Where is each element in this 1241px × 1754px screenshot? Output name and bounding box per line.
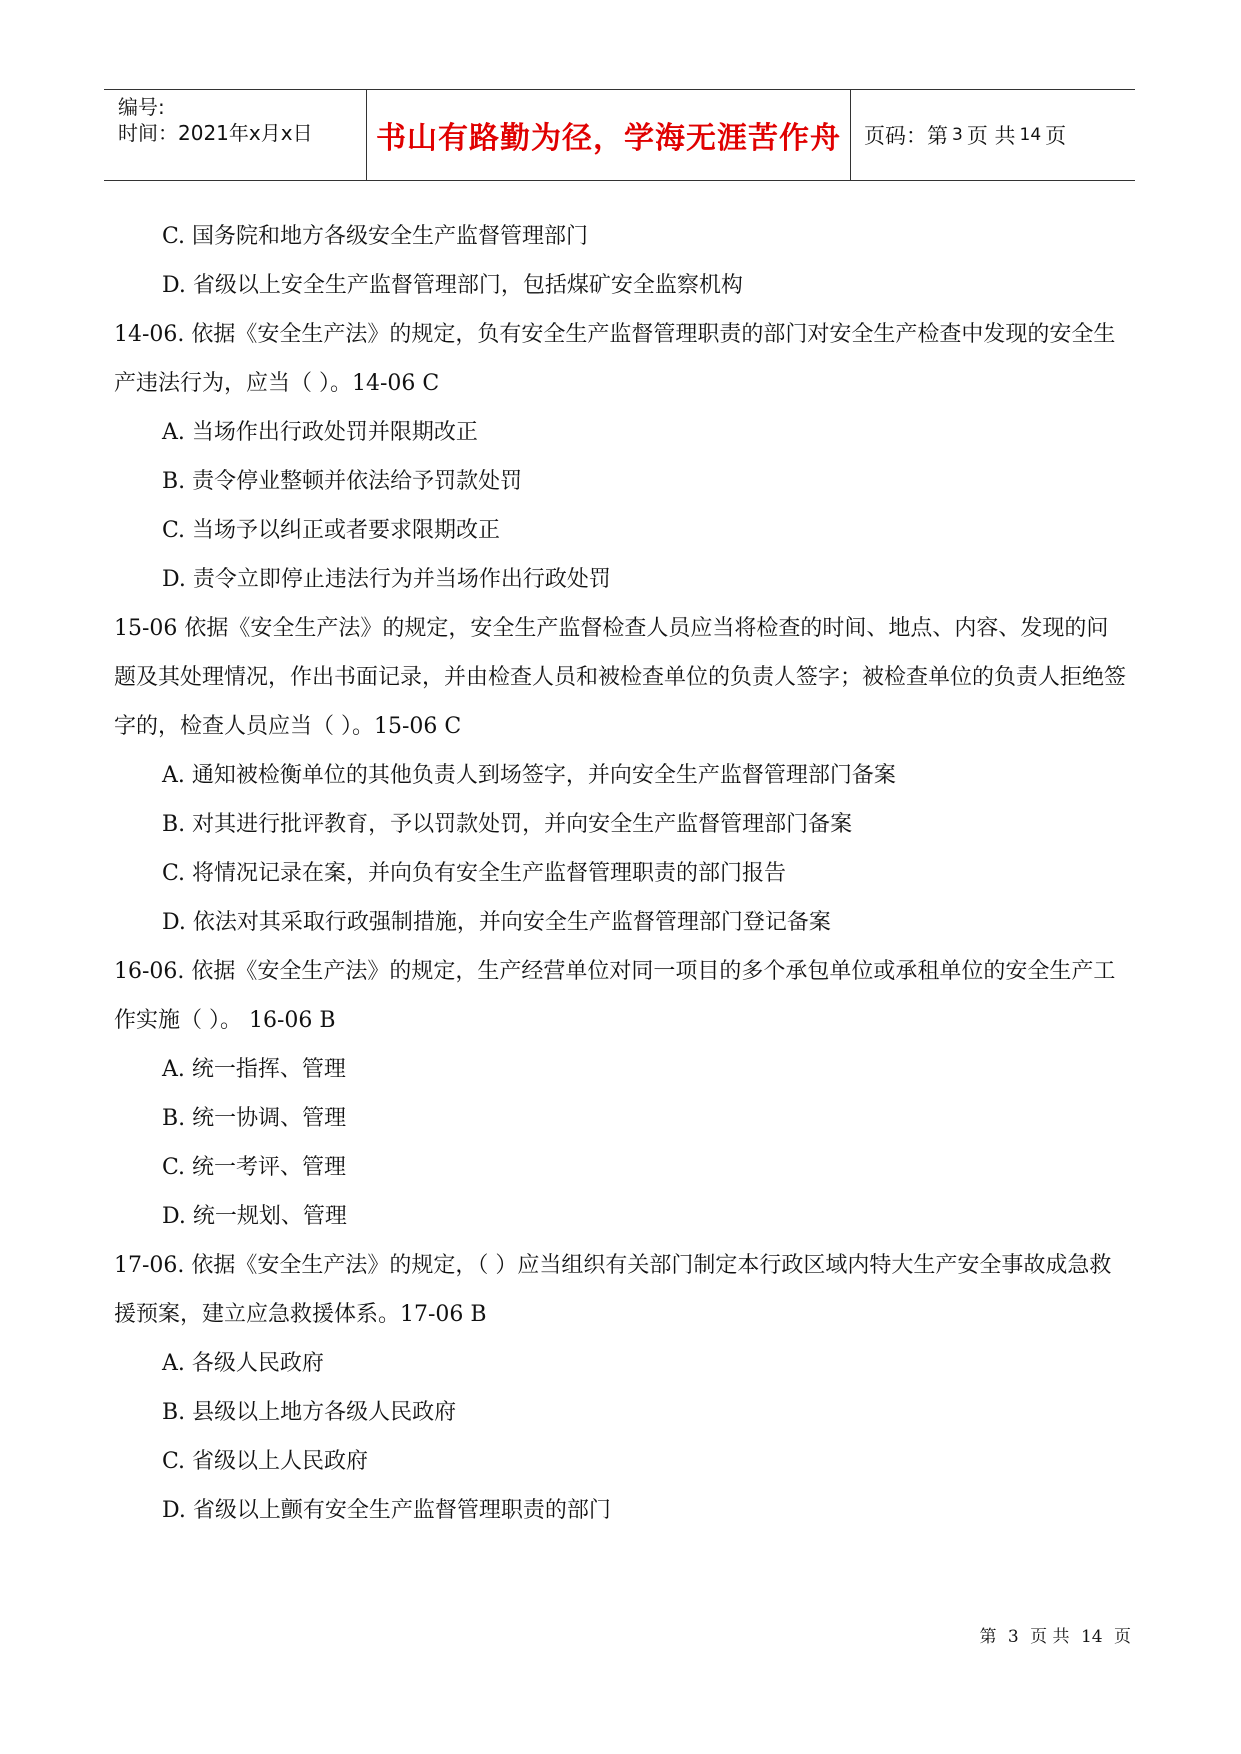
- header-page-indicator: [851, 90, 1135, 180]
- header-page-prefix: 页码：第: [864, 124, 948, 148]
- header-page-total: 14: [1019, 125, 1042, 145]
- answer-option: A. 各级人民政府: [162, 1351, 324, 1376]
- header-meta: [104, 90, 367, 180]
- document-number-label: 编号:: [118, 95, 165, 119]
- answer-option: C. 将情况记录在案，并向负有安全生产监督管理职责的部门报告: [162, 861, 787, 886]
- answer-option: C. 国务院和地方各级安全生产监督管理部门: [162, 224, 589, 249]
- answer-option: D. 省级以上安全生产监督管理部门，包括煤矿安全监察机构: [162, 273, 743, 298]
- question-text: 16-06. 依据《安全生产法》的规定，生产经营单位对同一项目的多个承包单位或承租单位的安全生产工作实施（ ）。 16-06 B: [114, 959, 1116, 1033]
- header-motto-cell: [367, 90, 851, 180]
- footer-page-total: 14: [1080, 1627, 1103, 1647]
- answer-option: B. 统一协调、管理: [162, 1106, 347, 1131]
- question-text: 15-06 依据《安全生产法》的规定，安全生产监督检查人员应当将检查的时间、地点、内容、发现的问题及其处理情况，作出书面记录，并由检查人员和被检查单位的负责人签字；被检查单位的负责人拒绝签字的，检查人员应当（ ）。15-06 C: [114, 616, 1127, 739]
- answer-option: A. 通知被检衡单位的其他负责人到场签字，并向安全生产监督管理部门备案: [162, 763, 896, 788]
- footer-prefix: 第: [979, 1627, 997, 1647]
- answer-option: D. 省级以上颤有安全生产监督管理职责的部门: [162, 1498, 611, 1523]
- document-time-label: 时间：2021年x月x日: [118, 121, 313, 145]
- answer-option: C. 统一考评、管理: [162, 1155, 347, 1180]
- header-page-mid: 页 共: [966, 124, 1016, 148]
- footer-page-number: 3: [1007, 1627, 1019, 1647]
- header-motto: 书山有路勤为径，学海无涯苦作舟: [376, 121, 841, 156]
- answer-option: A. 当场作出行政处罚并限期改正: [162, 420, 478, 445]
- question-text: 14-06. 依据《安全生产法》的规定，负有安全生产监督管理职责的部门对安全生产检查中发现的安全生产违法行为，应当（ ）。14-06 C: [114, 322, 1116, 396]
- header-page-number: 3: [952, 125, 963, 145]
- answer-option: C. 省级以上人民政府: [162, 1449, 369, 1474]
- footer-suffix: 页: [1114, 1627, 1131, 1647]
- answer-option: D. 责令立即停止违法行为并当场作出行政处罚: [162, 567, 611, 592]
- answer-option: B. 县级以上地方各级人民政府: [162, 1400, 457, 1425]
- page-header: [104, 89, 1135, 181]
- page-footer: [980, 1622, 1132, 1647]
- answer-option: A. 统一指挥、管理: [162, 1057, 346, 1082]
- header-page-suffix: 页: [1045, 124, 1067, 148]
- question-text: 17-06. 依据《安全生产法》的规定，（ ）应当组织有关部门制定本行政区域内特大生产安全事故成急救援预案，建立应急救援体系。17-06 B: [114, 1253, 1112, 1327]
- footer-mid: 页 共: [1030, 1627, 1070, 1647]
- answer-option: D. 依法对其采取行政强制措施，并向安全生产监督管理部门登记备案: [162, 910, 831, 935]
- answer-option: B. 对其进行批评教育，予以罚款处罚，并向安全生产监督管理部门备案: [162, 812, 853, 837]
- answer-option: B. 责令停业整顿并依法给予罚款处罚: [162, 469, 523, 494]
- document-body: [114, 212, 1130, 1535]
- answer-option: D. 统一规划、管理: [162, 1204, 347, 1229]
- answer-option: C. 当场予以纠正或者要求限期改正: [162, 518, 501, 543]
